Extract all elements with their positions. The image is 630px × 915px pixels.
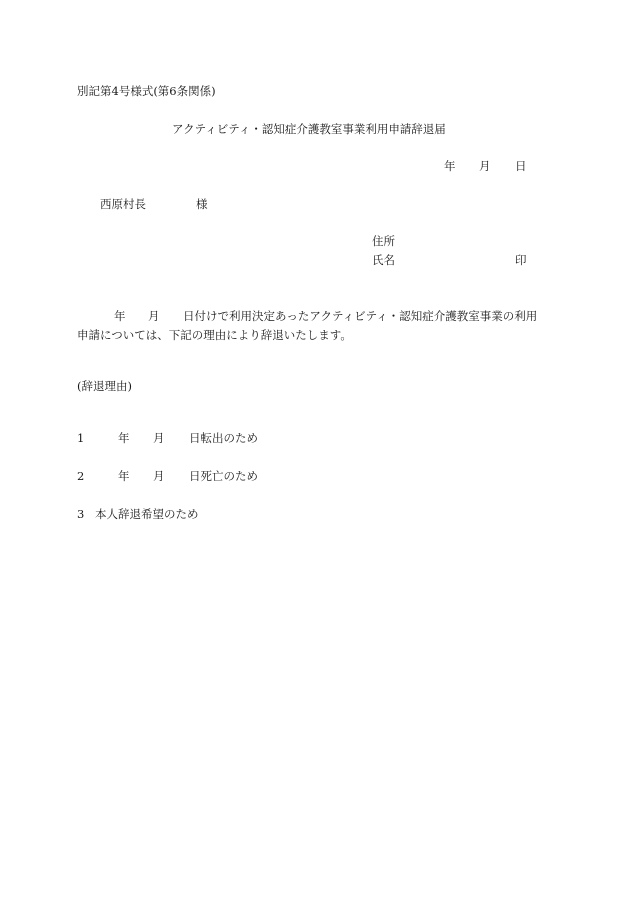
seal-label: 印 bbox=[515, 253, 527, 267]
address-label: 住所 bbox=[372, 234, 395, 248]
reason-number: 3 bbox=[77, 507, 85, 521]
reason-month-label: 月 bbox=[153, 469, 165, 483]
reason-text: 日死亡のため bbox=[189, 469, 258, 483]
name-label: 氏名 bbox=[372, 253, 395, 267]
date-day-label: 日 bbox=[515, 159, 527, 173]
form-number: 別記第4号様式(第6条関係) bbox=[77, 84, 216, 98]
addressee-name: 西原村長 bbox=[100, 197, 146, 211]
body-year-label: 年 bbox=[114, 309, 126, 323]
reason-year-label: 年 bbox=[118, 431, 130, 445]
reason-text: 日転出のため bbox=[189, 431, 258, 445]
reason-number: 2 bbox=[77, 469, 85, 483]
body-line-2: 申請については、下記の理由により辞退いたします。 bbox=[77, 328, 352, 342]
body-line-1: 日付けで利用決定あったアクティビティ・認知症介護教室事業の利用 bbox=[183, 309, 538, 323]
addressee-honorific: 様 bbox=[196, 197, 208, 211]
body-month-label: 月 bbox=[148, 309, 160, 323]
reason-year-label: 年 bbox=[118, 469, 130, 483]
reason-month-label: 月 bbox=[153, 431, 165, 445]
date-year-label: 年 bbox=[444, 159, 456, 173]
date-month-label: 月 bbox=[479, 159, 491, 173]
document-title: アクティビティ・認知症介護教室事業利用申請辞退届 bbox=[172, 122, 446, 136]
reason-number: 1 bbox=[77, 431, 85, 445]
reasons-heading: (辞退理由) bbox=[77, 379, 132, 393]
reason-text: 本人辞退希望のため bbox=[95, 507, 199, 521]
